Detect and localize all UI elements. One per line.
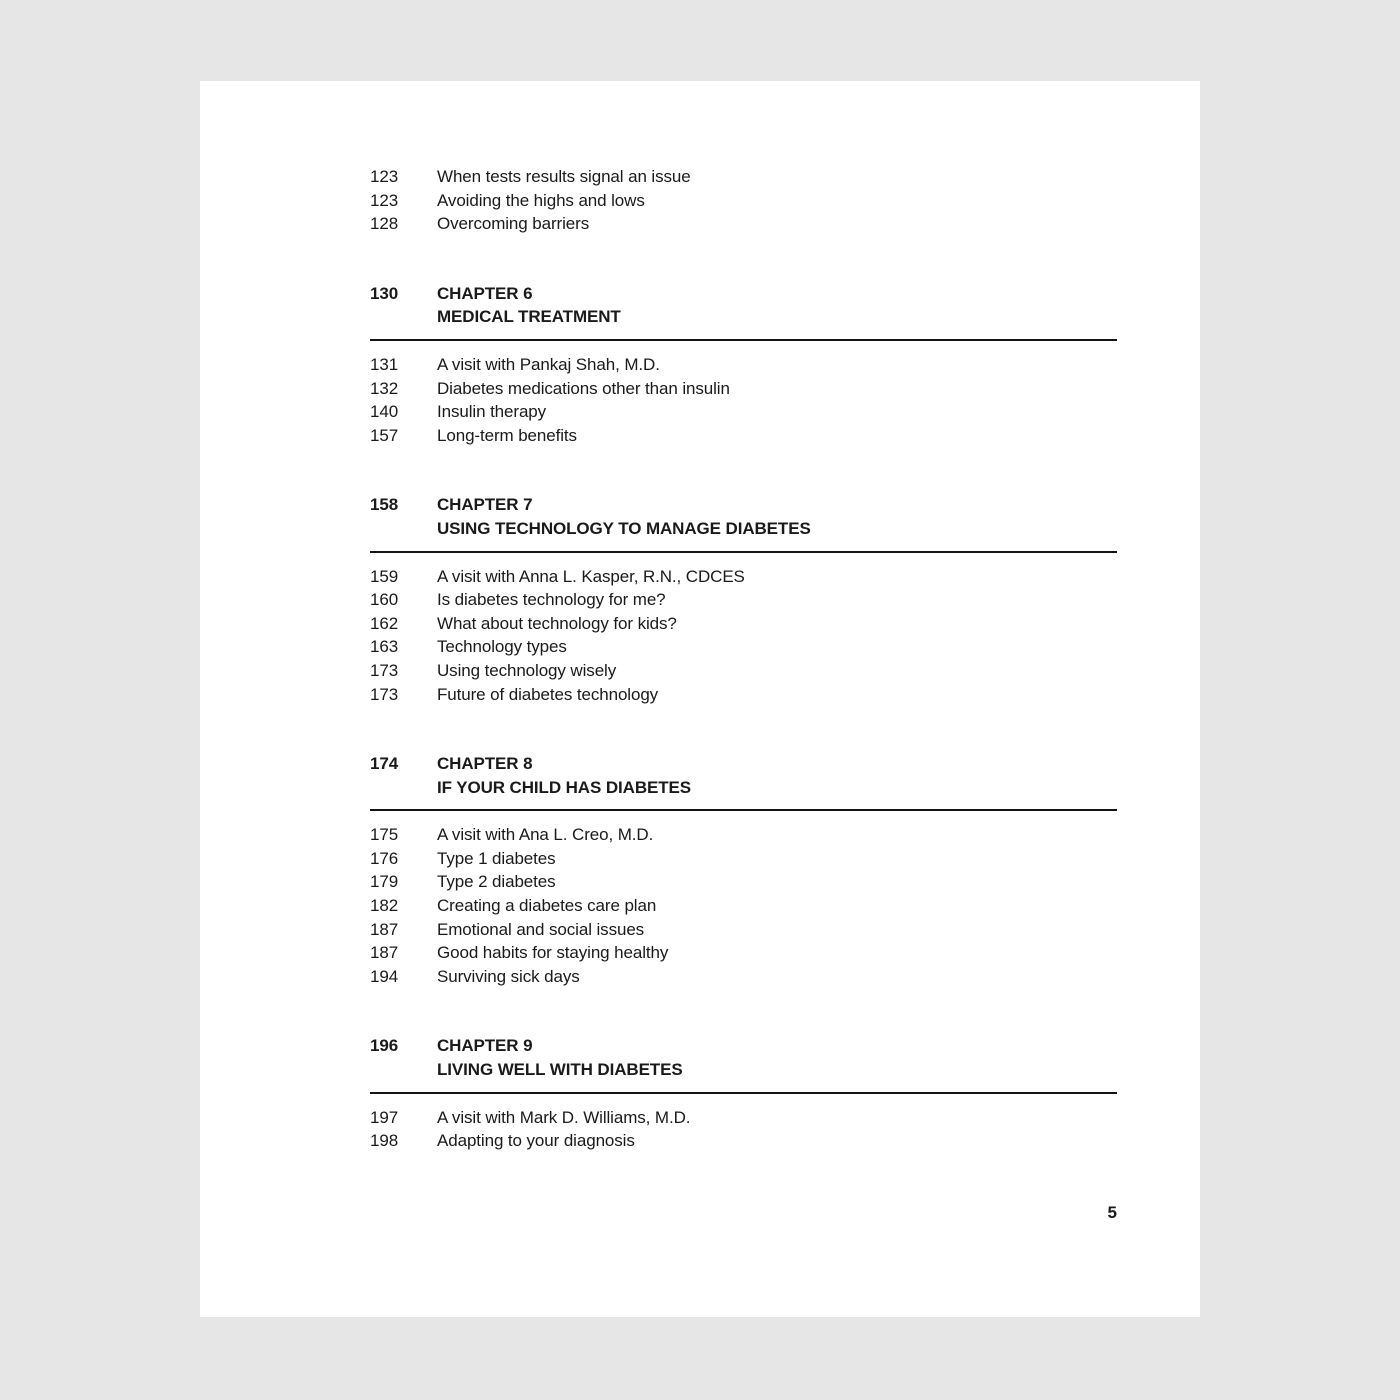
toc-entry-list <box>370 565 1117 707</box>
toc-entry-title: Surviving sick days <box>437 966 580 986</box>
toc-chapter-title: USING TECHNOLOGY TO MANAGE DIABETES <box>437 518 811 538</box>
toc-entry-row <box>370 353 1117 377</box>
toc-entry-title: Is diabetes technology for me? <box>437 590 666 610</box>
toc-entry-page-number: 128 <box>370 214 399 234</box>
toc-entry-title: Adapting to your diagnosis <box>437 1131 635 1151</box>
toc-entry-title: Type 1 diabetes <box>437 848 556 868</box>
toc-entry-page-number: 182 <box>370 896 399 916</box>
toc-chapter-title-row <box>370 305 1117 329</box>
toc-entry-row <box>370 635 1117 659</box>
toc-entry-page-number: 198 <box>370 1131 399 1151</box>
toc-entry-page-number: 157 <box>370 425 399 445</box>
toc-chapter-title: IF YOUR CHILD HAS DIABETES <box>437 777 691 797</box>
toc-chapter-section <box>370 282 1117 448</box>
toc-chapter-row <box>370 282 1117 306</box>
table-of-contents <box>370 165 1117 1153</box>
toc-chapter-label: CHAPTER 9 <box>437 1036 533 1056</box>
toc-entry-page-number: 123 <box>370 167 399 186</box>
toc-entry-page-number: 187 <box>370 919 399 939</box>
toc-entry-row <box>370 400 1117 424</box>
toc-entry-page-number: 123 <box>370 190 399 210</box>
toc-entry-title: Creating a diabetes care plan <box>437 896 657 916</box>
toc-entry-row <box>370 1106 1117 1130</box>
toc-entries-section <box>370 165 1117 236</box>
toc-entry-title: A visit with Anna L. Kasper, R.N., CDCES <box>437 566 745 586</box>
toc-entry-page-number: 173 <box>370 684 399 704</box>
toc-entry-page-number: 159 <box>370 566 399 586</box>
toc-entry-page-number: 173 <box>370 660 399 680</box>
toc-chapter-section <box>370 493 1117 706</box>
toc-entry-title: Avoiding the highs and lows <box>437 190 645 210</box>
toc-entry-row <box>370 894 1117 918</box>
toc-chapter-title-row <box>370 517 1117 541</box>
toc-entry-title: Insulin therapy <box>437 402 547 422</box>
toc-entry-row <box>370 588 1117 612</box>
toc-chapter-page-number: 196 <box>370 1036 399 1056</box>
toc-entry-list <box>370 165 1117 236</box>
toc-entry-page-number: 140 <box>370 402 399 422</box>
toc-chapter-header <box>370 752 1117 811</box>
chapter-divider-rule <box>370 551 1117 553</box>
toc-entry-row <box>370 870 1117 894</box>
toc-chapter-number-spacer <box>370 776 437 800</box>
toc-entry-title: Diabetes medications other than insulin <box>437 378 730 398</box>
chapter-divider-rule <box>370 339 1117 341</box>
toc-entry-title: Good habits for staying healthy <box>437 943 669 963</box>
toc-entry-page-number: 163 <box>370 637 399 657</box>
toc-entry-page-number: 175 <box>370 825 399 845</box>
toc-entry-row <box>370 565 1117 589</box>
toc-chapter-row <box>370 1034 1117 1058</box>
toc-entry-page-number: 187 <box>370 943 399 963</box>
toc-entry-row <box>370 965 1117 989</box>
toc-entry-page-number: 162 <box>370 613 399 633</box>
toc-entry-title: What about technology for kids? <box>437 613 677 633</box>
toc-chapter-label: CHAPTER 7 <box>437 495 533 515</box>
toc-entry-page-number: 194 <box>370 966 399 986</box>
toc-entry-title: Future of diabetes technology <box>437 684 659 704</box>
toc-chapter-number-spacer <box>370 517 437 541</box>
toc-entry-title: Long-term benefits <box>437 425 577 445</box>
toc-entry-page-number: 131 <box>370 354 399 374</box>
toc-chapter-header <box>370 1034 1117 1093</box>
toc-entry-row <box>370 941 1117 965</box>
toc-entry-row <box>370 189 1117 213</box>
toc-chapter-header <box>370 493 1117 552</box>
toc-entry-title: A visit with Ana L. Creo, M.D. <box>437 825 654 845</box>
toc-entry-row <box>370 659 1117 683</box>
toc-entry-row <box>370 847 1117 871</box>
toc-entry-row <box>370 823 1117 847</box>
toc-entry-page-number: 197 <box>370 1107 399 1127</box>
toc-entry-title: Using technology wisely <box>437 660 617 680</box>
toc-chapter-title: LIVING WELL WITH DIABETES <box>437 1060 683 1080</box>
toc-chapter-label: CHAPTER 6 <box>437 283 533 303</box>
page-number: 5 <box>1107 1203 1117 1222</box>
toc-entry-page-number: 176 <box>370 848 399 868</box>
toc-entry-list <box>370 823 1117 988</box>
toc-entry-list <box>370 1106 1117 1153</box>
toc-entry-title: Type 2 diabetes <box>437 872 556 892</box>
toc-chapter-title: MEDICAL TREATMENT <box>437 307 621 327</box>
toc-entry-title: A visit with Pankaj Shah, M.D. <box>437 354 660 374</box>
toc-entry-page-number: 179 <box>370 872 399 892</box>
toc-entry-page-number: 132 <box>370 378 399 398</box>
toc-chapter-label: CHAPTER 8 <box>437 754 533 774</box>
chapter-divider-rule <box>370 809 1117 811</box>
toc-chapter-section <box>370 1034 1117 1152</box>
toc-entry-title: When tests results signal an issue <box>437 167 691 186</box>
document-page <box>200 81 1200 1317</box>
toc-chapter-row <box>370 493 1117 517</box>
toc-entry-page-number: 160 <box>370 590 399 610</box>
toc-entry-row <box>370 612 1117 636</box>
toc-chapter-page-number: 158 <box>370 495 399 515</box>
toc-chapter-number-spacer <box>370 1058 437 1082</box>
toc-entry-row <box>370 212 1117 236</box>
toc-chapter-section <box>370 752 1117 988</box>
toc-entry-title: Technology types <box>437 637 567 657</box>
toc-entry-row <box>370 377 1117 401</box>
toc-entry-title: A visit with Mark D. Williams, M.D. <box>437 1107 691 1127</box>
toc-entry-title: Overcoming barriers <box>437 214 590 234</box>
chapter-divider-rule <box>370 1092 1117 1094</box>
toc-entry-list <box>370 353 1117 447</box>
toc-entry-row <box>370 918 1117 942</box>
toc-chapter-header <box>370 282 1117 341</box>
toc-chapter-page-number: 174 <box>370 754 399 774</box>
toc-chapter-title-row <box>370 1058 1117 1082</box>
toc-chapter-row <box>370 752 1117 776</box>
toc-entry-row <box>370 424 1117 448</box>
toc-chapter-page-number: 130 <box>370 283 399 303</box>
toc-entry-row <box>370 1129 1117 1153</box>
toc-entry-row <box>370 165 1117 189</box>
toc-chapter-title-row <box>370 776 1117 800</box>
toc-entry-row <box>370 683 1117 707</box>
toc-entry-title: Emotional and social issues <box>437 919 645 939</box>
toc-chapter-number-spacer <box>370 305 437 329</box>
